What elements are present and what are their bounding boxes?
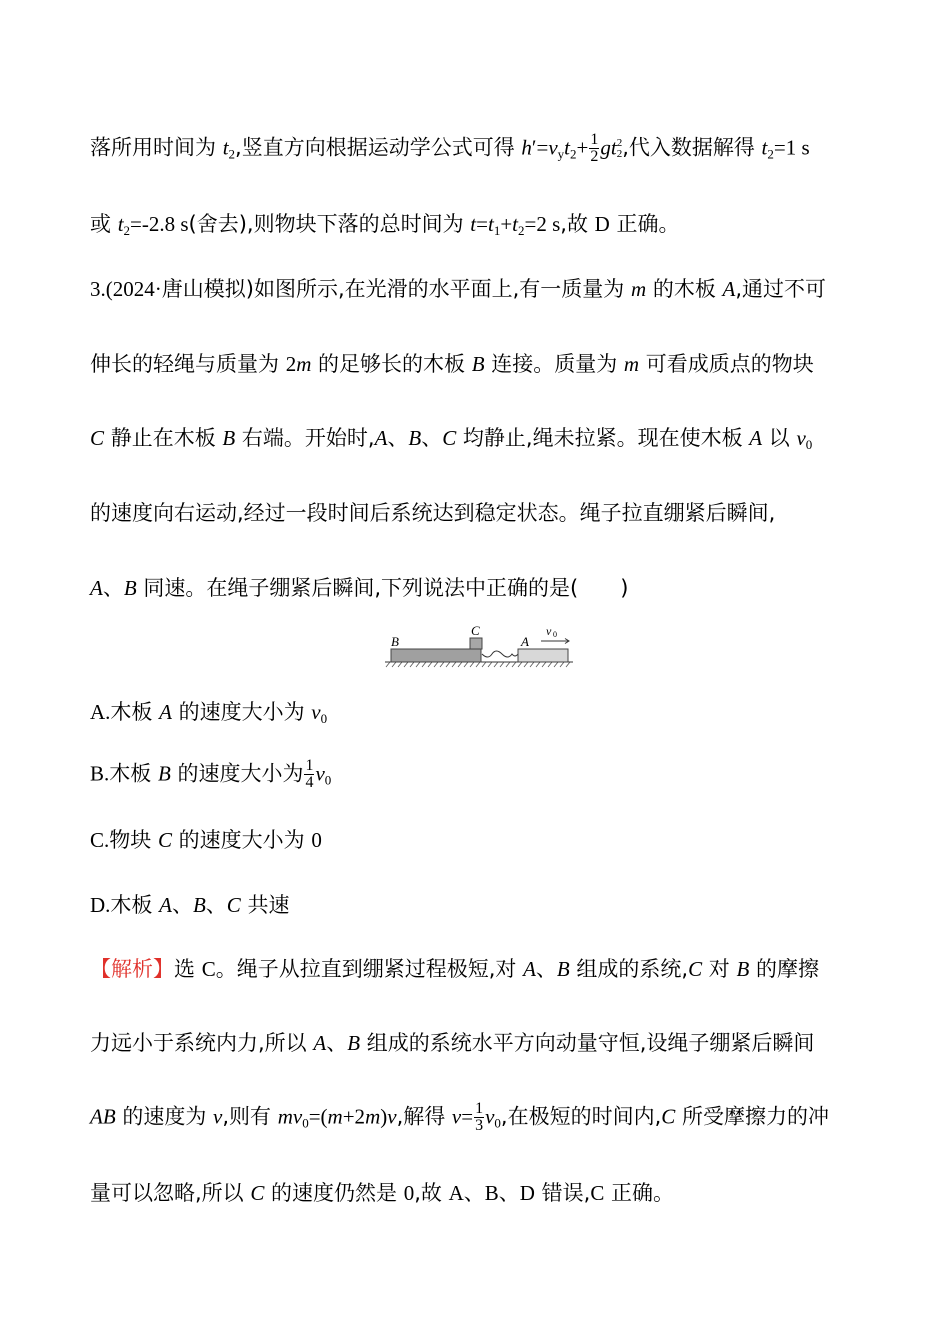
fraction-denominator: 3 [475,1117,484,1134]
latin-text: +2 [342,1104,366,1129]
math-variable: v [315,761,325,786]
text: 错误, [534,1181,591,1205]
latin-text: ′= [531,135,549,160]
subscript: y [557,146,565,162]
text-line [90,209,680,246]
text: ,故 [414,1181,449,1205]
text: 、 [102,576,124,600]
math-variable: B [157,761,171,786]
fraction [589,132,599,165]
text: 的速度为 [115,1104,214,1129]
text: 、 [205,893,227,917]
text-line [90,890,289,920]
text: 落所用时间为 [90,135,223,160]
subscript: 0 [324,772,332,788]
text: 、 [326,1031,348,1055]
text-line [90,274,826,304]
text: 力远小于系统内力,所以 [90,1031,314,1055]
text: 的足够长的木板 [311,352,472,376]
latin-text: D [519,1181,535,1205]
text: 选 [174,957,202,981]
latin-text: D [594,212,610,236]
text: 、 [535,957,557,981]
text-line [90,825,322,855]
subscript: 1 [493,223,501,238]
subscript: 2 [123,223,131,238]
math-variable: A [523,957,536,981]
text: 正确。 [609,212,680,236]
math-variable: t [761,135,768,160]
math-variable: t [117,212,124,236]
math-variable: B [347,1031,361,1055]
math-variable: A [722,277,736,301]
boards-figure [380,620,580,670]
text: 木板 [109,761,158,786]
latin-text: = [461,1104,474,1129]
math-variable: h [521,135,532,160]
latin-text: A [448,1181,464,1205]
text: 的速度大小为 [171,700,312,724]
text-line [90,1101,829,1139]
math-variable: B [123,576,137,600]
text: 、 [387,426,409,450]
fraction [474,1101,484,1134]
text: 、 [421,426,443,450]
math-variable: A [159,700,172,724]
label-b: B [391,634,399,649]
math-variable: t [512,212,519,236]
subscript: 2 [228,146,236,162]
latin-text: A. [90,700,111,724]
latin-text: 0 [311,828,322,852]
math-variable: mv [277,1104,303,1129]
math-variable: v [311,700,321,724]
text: 所受摩擦力的冲 [675,1104,829,1129]
math-variable: v [451,1104,462,1129]
latin-text: ) [380,1104,388,1129]
text: 的速度向右运动,经过一段时间后系统达到稳定状态。绳子拉直绷紧后瞬间, [90,501,776,525]
math-variable: C [661,1104,676,1129]
text: 量可以忽略,所以 [90,1181,251,1205]
text: 。绳子从拉直到绷紧过程极短,对 [215,957,524,981]
math-variable: B [556,957,570,981]
subscript: 0 [494,1115,501,1131]
text-line [90,1178,674,1208]
text: 伸长的轻绳与质量为 [90,352,286,376]
text: 木板 [110,893,160,917]
text: 共速 [240,893,290,917]
math-variable: B [408,426,422,450]
subscript: 0 [302,1115,309,1131]
math-variable: C [226,893,241,917]
latin-text: C. [90,828,110,852]
fraction-numerator: 1 [475,1100,484,1117]
text: ,解得 [396,1104,452,1129]
math-variable: v [548,135,558,160]
math-variable: m [630,277,647,301]
math-variable: C [688,957,703,981]
superscript: 2 [616,136,623,149]
latin-text: B [484,1181,499,1205]
math-variable: v [485,1104,495,1129]
latin-text: D. [90,893,111,917]
math-variable: m [327,1104,343,1129]
text: ,故 [560,212,595,236]
text: ,竖直方向根据运动学公式可得 [235,135,522,160]
text: 的摩擦 [749,957,819,981]
text: 右端。开始时, [235,426,375,450]
text: 对 [702,957,737,981]
block-c [470,638,482,649]
latin-text: =1 s [773,135,810,160]
text: 的速度大小为 [170,761,304,786]
board-a [518,649,568,662]
text: 静止在木板 [104,426,223,450]
latin-text: =-2.8 s [130,212,189,236]
fraction [304,758,314,791]
text: ,代入数据解得 [622,135,762,160]
math-variable: B [192,893,206,917]
text: 、 [463,1181,485,1205]
math-variable: gt [600,135,617,160]
math-variable: A [313,1031,327,1055]
math-variable: A [90,576,103,600]
text: 均静止,绳未拉紧。现在使木板 [456,426,750,450]
math-variable: B [736,957,750,981]
math-variable: m [623,352,640,376]
text-line [90,498,775,528]
text-line [90,349,814,379]
math-variable: v [387,1104,397,1129]
board-b [391,649,481,662]
latin-text: = [476,212,488,236]
latin-text: =( [308,1104,328,1129]
text: 以 [762,426,797,450]
text: 组成的系统水平方向动量守恒,设绳子绷紧后瞬间 [360,1031,815,1055]
math-variable: A [374,426,388,450]
math-variable: C [250,1181,265,1205]
text: 、 [171,893,193,917]
text: 的速度仍然是 [264,1181,404,1205]
text-line [90,132,810,170]
subscript: 2 [616,147,623,160]
text: 木板 [110,700,160,724]
text: 连接。质量为 [484,352,624,376]
text: 组成的系统, [569,957,689,981]
label-v-sub: 0 [553,630,557,639]
text: 可看成质点的物块 [639,352,814,376]
latin-text: =2 s [524,212,561,236]
text-line [90,758,331,796]
latin-text: C [590,1181,605,1205]
latin-text: C [201,957,216,981]
text: 正确。 [604,1181,675,1205]
velocity-arrow-icon [541,639,569,644]
subscript: 0 [320,711,328,726]
analysis-label: 【解析】 [90,957,174,981]
text-line [90,954,819,984]
text: ,则有 [222,1104,278,1129]
subscript: 0 [805,437,813,452]
text-line [90,697,327,734]
math-variable: m [365,1104,381,1129]
label-a: A [521,634,529,649]
text-line [90,1028,814,1058]
math-variable: C [157,828,172,852]
text: 或 [90,212,118,236]
math-variable: A [749,426,763,450]
label-v: v [546,624,552,638]
math-variable: t [564,135,570,160]
text-line [90,423,812,460]
fraction-numerator: 1 [590,131,599,148]
math-variable: A [159,893,172,917]
latin-text: + [576,135,589,160]
ground-hatching [386,662,570,667]
math-variable: m [296,352,312,376]
math-variable: AB [90,1104,116,1129]
fraction-numerator: 1 [305,757,314,774]
latin-text: 0 [403,1181,415,1205]
latin-text: B. [90,761,110,786]
fraction-denominator: 2 [590,148,599,165]
text: 唐山模拟)如图所示,在光滑的水平面上,有一质量为 [161,277,631,301]
subscript: 2 [767,146,774,162]
text-line [90,573,628,603]
subscript: 2 [570,146,577,162]
fraction-denominator: 4 [305,774,314,791]
text: 物块 [109,828,158,852]
text: 、 [498,1181,520,1205]
text: ,在极短的时间内, [500,1104,662,1129]
subscript: 2 [518,223,525,238]
latin-text: 2 [285,352,297,376]
math-variable: t [222,135,229,160]
text: 的速度大小为 [171,828,312,852]
math-variable: v [213,1104,223,1129]
math-variable: t [487,212,494,236]
math-variable: B [471,352,485,376]
label-c: C [471,623,480,638]
math-variable: B [222,426,236,450]
math-variable: C [442,426,457,450]
latin-text: + [500,212,513,236]
text: 的木板 [646,277,723,301]
rope [482,651,518,657]
math-variable: t [470,212,477,236]
math-variable: C [90,426,105,450]
text: (舍去),则物块下落的总时间为 [188,212,471,236]
math-variable: v [796,426,806,450]
latin-text: 3.(2024· [90,277,162,301]
text: 同速。在绳子绷紧后瞬间,下列说法中正确的是( ) [136,576,629,600]
text: ,通过不可 [735,277,827,301]
